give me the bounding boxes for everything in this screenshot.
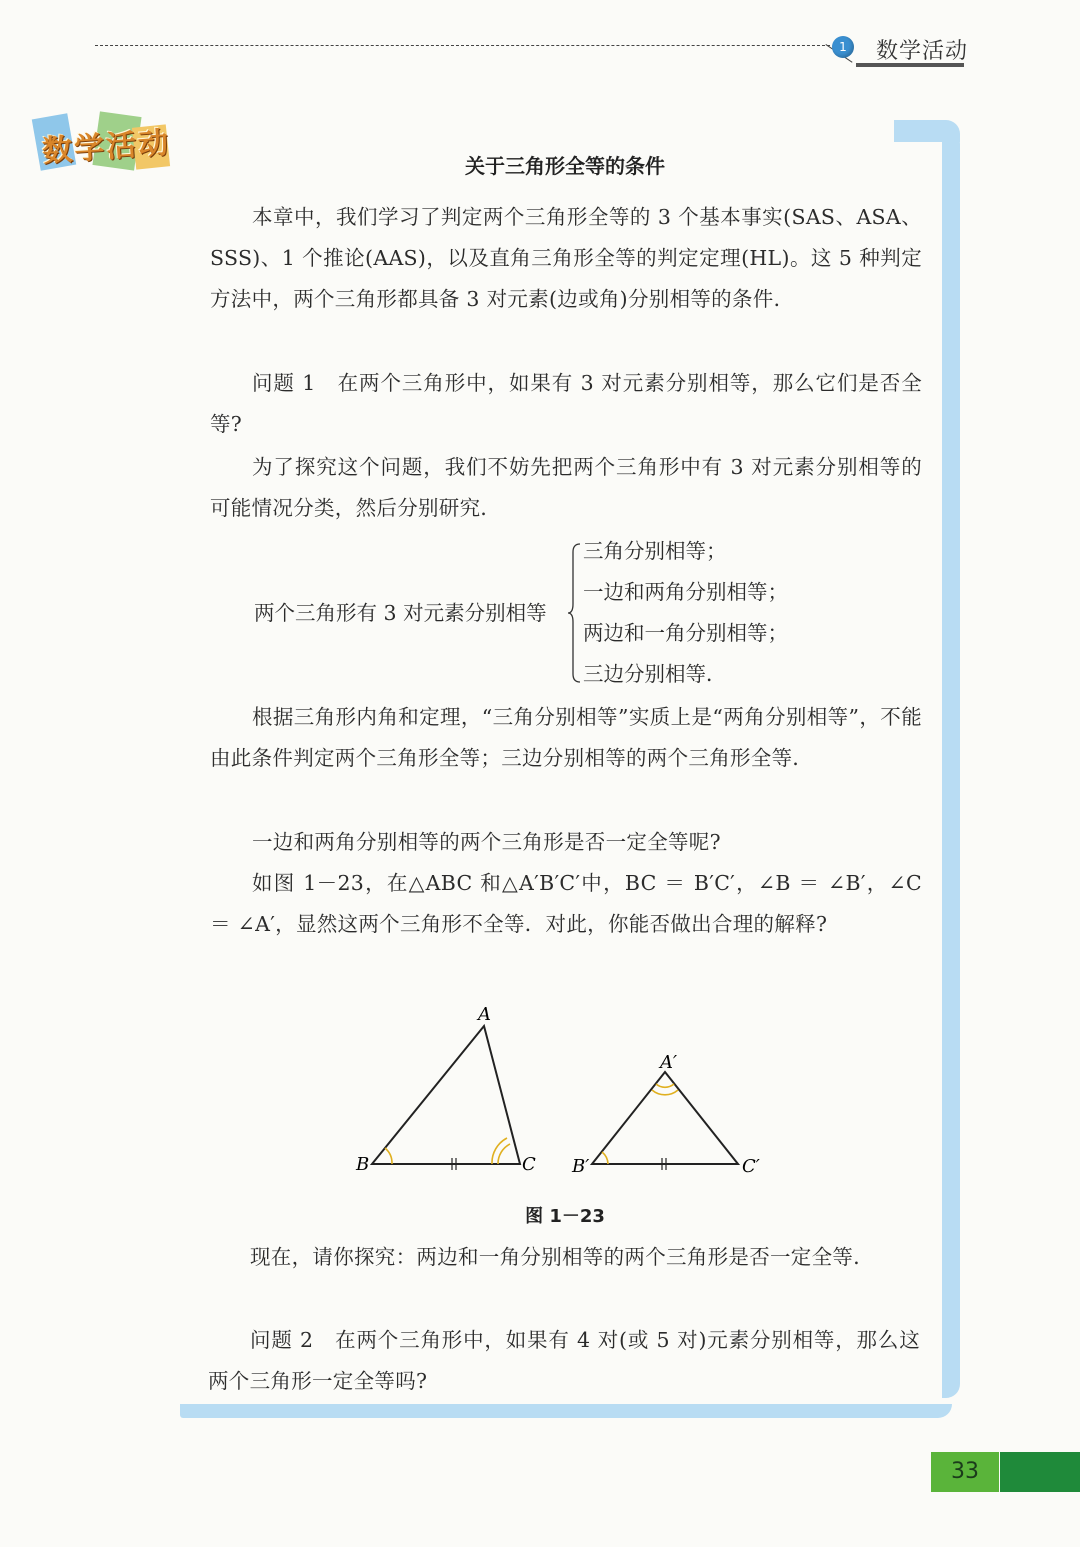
header-dashed-line xyxy=(95,45,830,46)
angle-arc-b xyxy=(385,1148,392,1164)
case-item: 三角分别相等； xyxy=(583,539,727,563)
case-item: 三边分别相等． xyxy=(583,662,727,686)
triangle-abc xyxy=(372,1026,520,1164)
paragraph-figure-ref: 如图 1－23，在△ABC 和△A′B′C′中，BC ＝ B′C′，∠B ＝ ∠B′，∠C ＝ ∠A′，显然这两个三角形不全等．对此，你能否做出合理的解释? xyxy=(210,871,922,936)
paragraph-explore: 为了探究这个问题，我们不妨先把两个三角形中有 3 对元素分别相等的可能情况分类，然后分别研究． xyxy=(210,455,922,520)
paragraph-question-2: 问题 2 在两个三角形中，如果有 4 对(或 5 对)元素分别相等，那么这两个三角形一定全等吗? xyxy=(208,1328,920,1393)
vertex-label-c-prime: C′ xyxy=(742,1156,760,1177)
triangle-a-prime-b-prime-c-prime xyxy=(592,1072,738,1164)
curly-brace xyxy=(567,542,581,684)
figure-triangles xyxy=(340,1000,780,1190)
angle-arc-a-prime-1 xyxy=(656,1084,674,1087)
angle-arc-a-prime-2 xyxy=(652,1090,678,1095)
vertex-label-b-prime: B′ xyxy=(572,1156,590,1177)
paragraph-intro: 本章中，我们学习了判定两个三角形全等的 3 个基本事实(SAS、ASA、SSS)、1 个推论(AAS)，以及直角三角形全等的判定定理(HL)。这 5 种判定方法中，两个三角形都具备 3 对元素(边或角)分别相等的条件． xyxy=(210,205,922,311)
angle-arc-b-prime xyxy=(602,1152,608,1164)
paragraph-explore-ssa: 现在，请你探究：两边和一角分别相等的两个三角形是否一定全等． xyxy=(250,1245,874,1269)
vertex-label-c: C xyxy=(522,1154,536,1175)
article-title: 关于三角形全等的条件 xyxy=(465,154,665,178)
vertex-label-a-prime: A′ xyxy=(660,1052,678,1073)
page-number: 33 xyxy=(951,1459,979,1484)
chapter-number-badge: 1 xyxy=(832,36,854,58)
case-item: 一边和两角分别相等； xyxy=(583,580,788,604)
paragraph-question-1: 问题 1 在两个三角形中，如果有 3 对元素分别相等，那么它们是否全等? xyxy=(210,371,922,436)
panel-border-bottom xyxy=(180,1404,952,1418)
paragraph-question-asa: 一边和两角分别相等的两个三角形是否一定全等呢? xyxy=(252,830,721,854)
angle-arc-c-2 xyxy=(492,1138,507,1164)
vertex-label-b: B xyxy=(356,1154,370,1175)
page-number-bar xyxy=(1000,1452,1080,1492)
figure-caption: 图 1－23 xyxy=(525,1206,605,1227)
classification-label: 两个三角形有 3 对元素分别相等 xyxy=(254,601,547,625)
case-item: 两边和一角分别相等； xyxy=(583,621,788,645)
paragraph-angle-sum: 根据三角形内角和定理，“三角分别相等”实质上是“两角分别相等”，不能由此条件判定两个三角形全等；三边分别相等的两个三角形全等． xyxy=(210,705,922,770)
vertex-label-a: A xyxy=(478,1004,491,1025)
angle-arc-c-1 xyxy=(498,1144,510,1164)
chapter-title: 数学活动 xyxy=(876,39,969,64)
logo-text: 数学活动 xyxy=(41,125,172,170)
